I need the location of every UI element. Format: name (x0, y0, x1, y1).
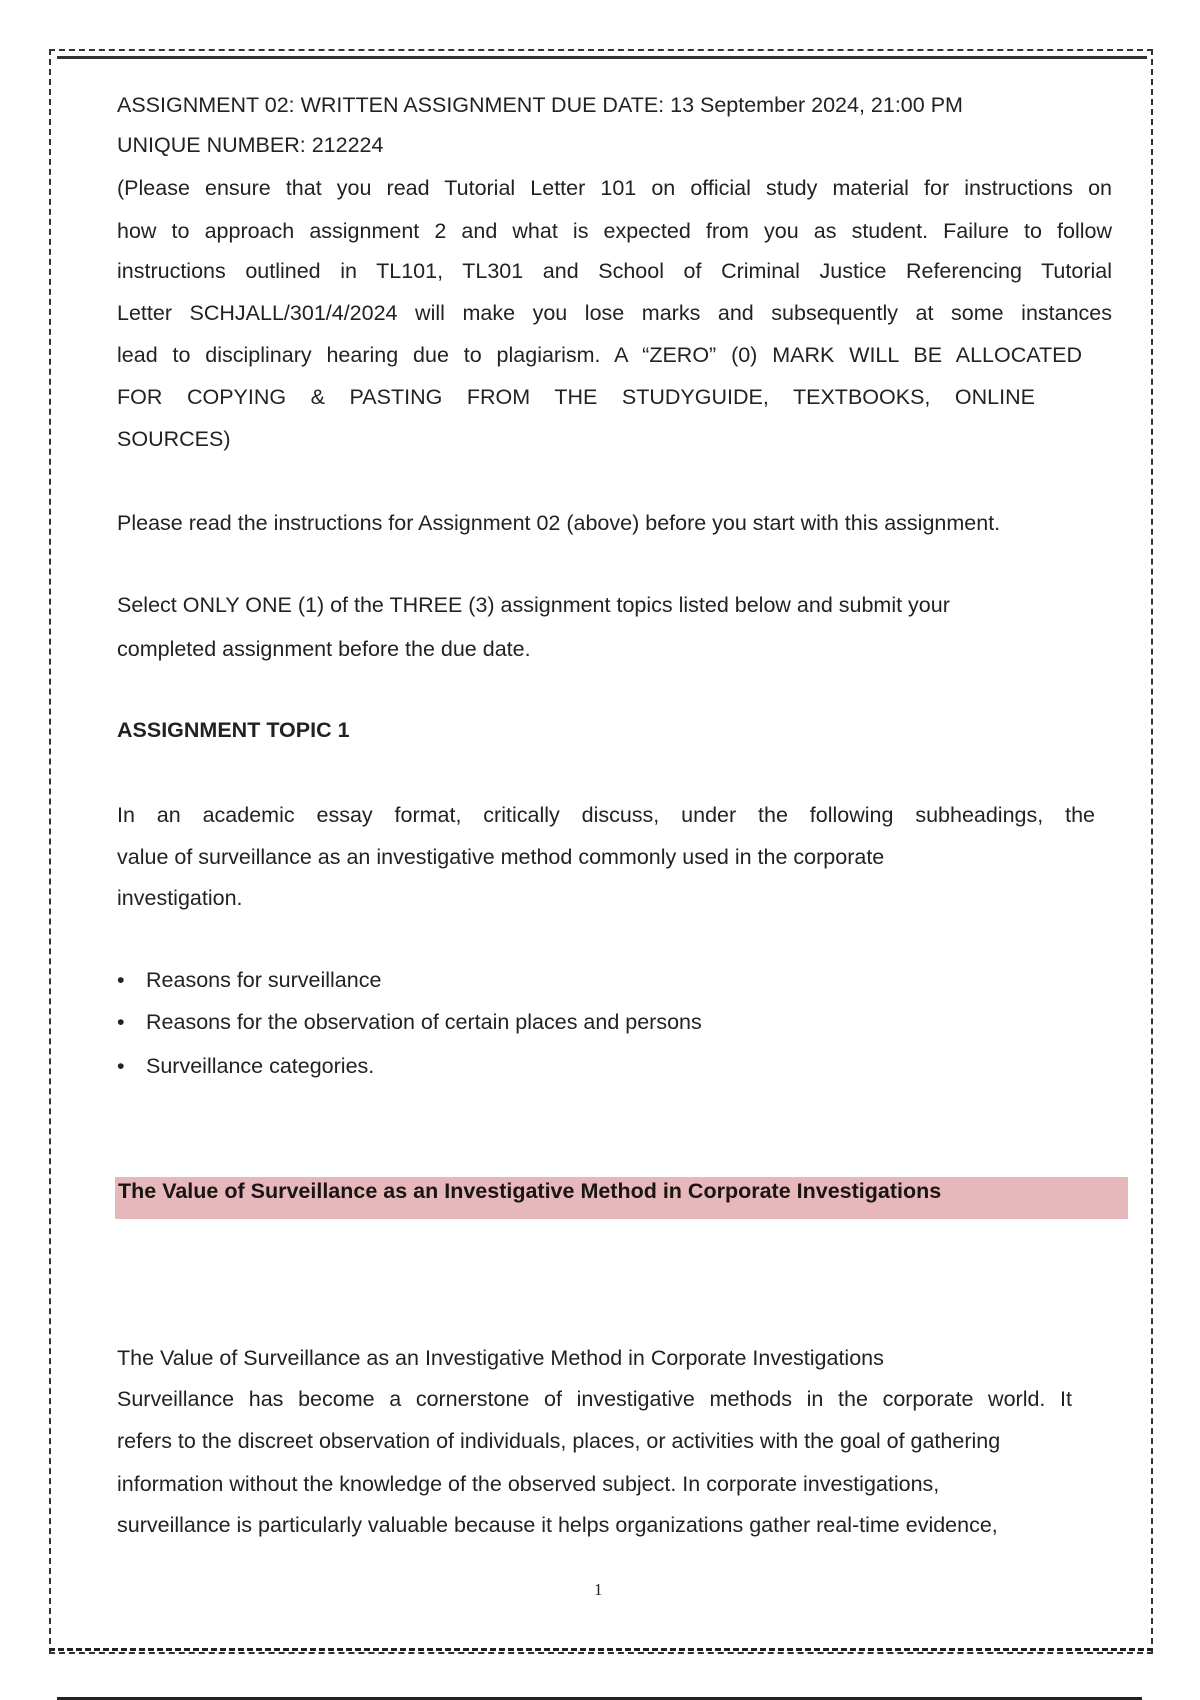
header-rule (57, 56, 1147, 59)
select-note-line: completed assignment before the due date. (117, 637, 531, 661)
instructions-line: SOURCES) (117, 427, 231, 451)
essay-line: Surveillance has become a cornerstone of investigative methods in the corporate world. It (117, 1387, 1072, 1411)
unique-number-line: UNIQUE NUMBER: 212224 (117, 133, 384, 157)
essay-line: surveillance is particularly valuable because it helps organizations gather real-time evidence, (117, 1513, 998, 1537)
instructions-line: instructions outlined in TL101, TL301 and School of Criminal Justice Referencing Tutorial (117, 259, 1112, 283)
bullet-item: Surveillance categories. (146, 1054, 375, 1078)
essay-line: The Value of Surveillance as an Investigative Method in Corporate Investigations (117, 1346, 884, 1370)
bullet-icon: • (117, 968, 125, 992)
read-note: Please read the instructions for Assignment 02 (above) before you start with this assignment. (117, 511, 1001, 535)
topic-text-line: investigation. (117, 886, 243, 910)
essay-line: refers to the discreet observation of individuals, places, or activities with the goal of gathering (117, 1429, 1001, 1453)
bullet-item: Reasons for surveillance (146, 968, 382, 992)
bullet-icon: • (117, 1054, 125, 1078)
topic-text-line: value of surveillance as an investigative method commonly used in the corporate (117, 845, 885, 869)
page-number: 1 (594, 1580, 603, 1599)
instructions-line: FOR COPYING & PASTING FROM THE STUDYGUIDE, TEXTBOOKS, ONLINE (117, 385, 1035, 409)
assignment-due-line: ASSIGNMENT 02: WRITTEN ASSIGNMENT DUE DATE: 13 September 2024, 21:00 PM (117, 93, 963, 117)
bullet-icon: • (117, 1010, 125, 1034)
essay-line: information without the knowledge of the observed subject. In corporate investigations, (117, 1472, 940, 1496)
page-border-bottom (49, 1648, 1153, 1654)
instructions-line: how to approach assignment 2 and what is expected from you as student. Failure to follow (117, 219, 1112, 243)
topic-text-line: In an academic essay format, critically discuss, under the following subheadings, the (117, 803, 1095, 827)
bullet-item: Reasons for the observation of certain places and persons (146, 1010, 702, 1034)
topic-heading: ASSIGNMENT TOPIC 1 (117, 718, 350, 742)
essay-title: The Value of Surveillance as an Investigative Method in Corporate Investigations (118, 1179, 942, 1203)
instructions-line: (Please ensure that you read Tutorial Letter 101 on official study material for instructions on (117, 176, 1112, 200)
select-note-line: Select ONLY ONE (1) of the THREE (3) assignment topics listed below and submit your (117, 593, 950, 617)
instructions-line: Letter SCHJALL/301/4/2024 will make you lose marks and subsequently at some instances (117, 301, 1112, 325)
instructions-line: lead to disciplinary hearing due to plagiarism. A “ZERO” (0) MARK WILL BE ALLOCATED (117, 343, 1082, 367)
